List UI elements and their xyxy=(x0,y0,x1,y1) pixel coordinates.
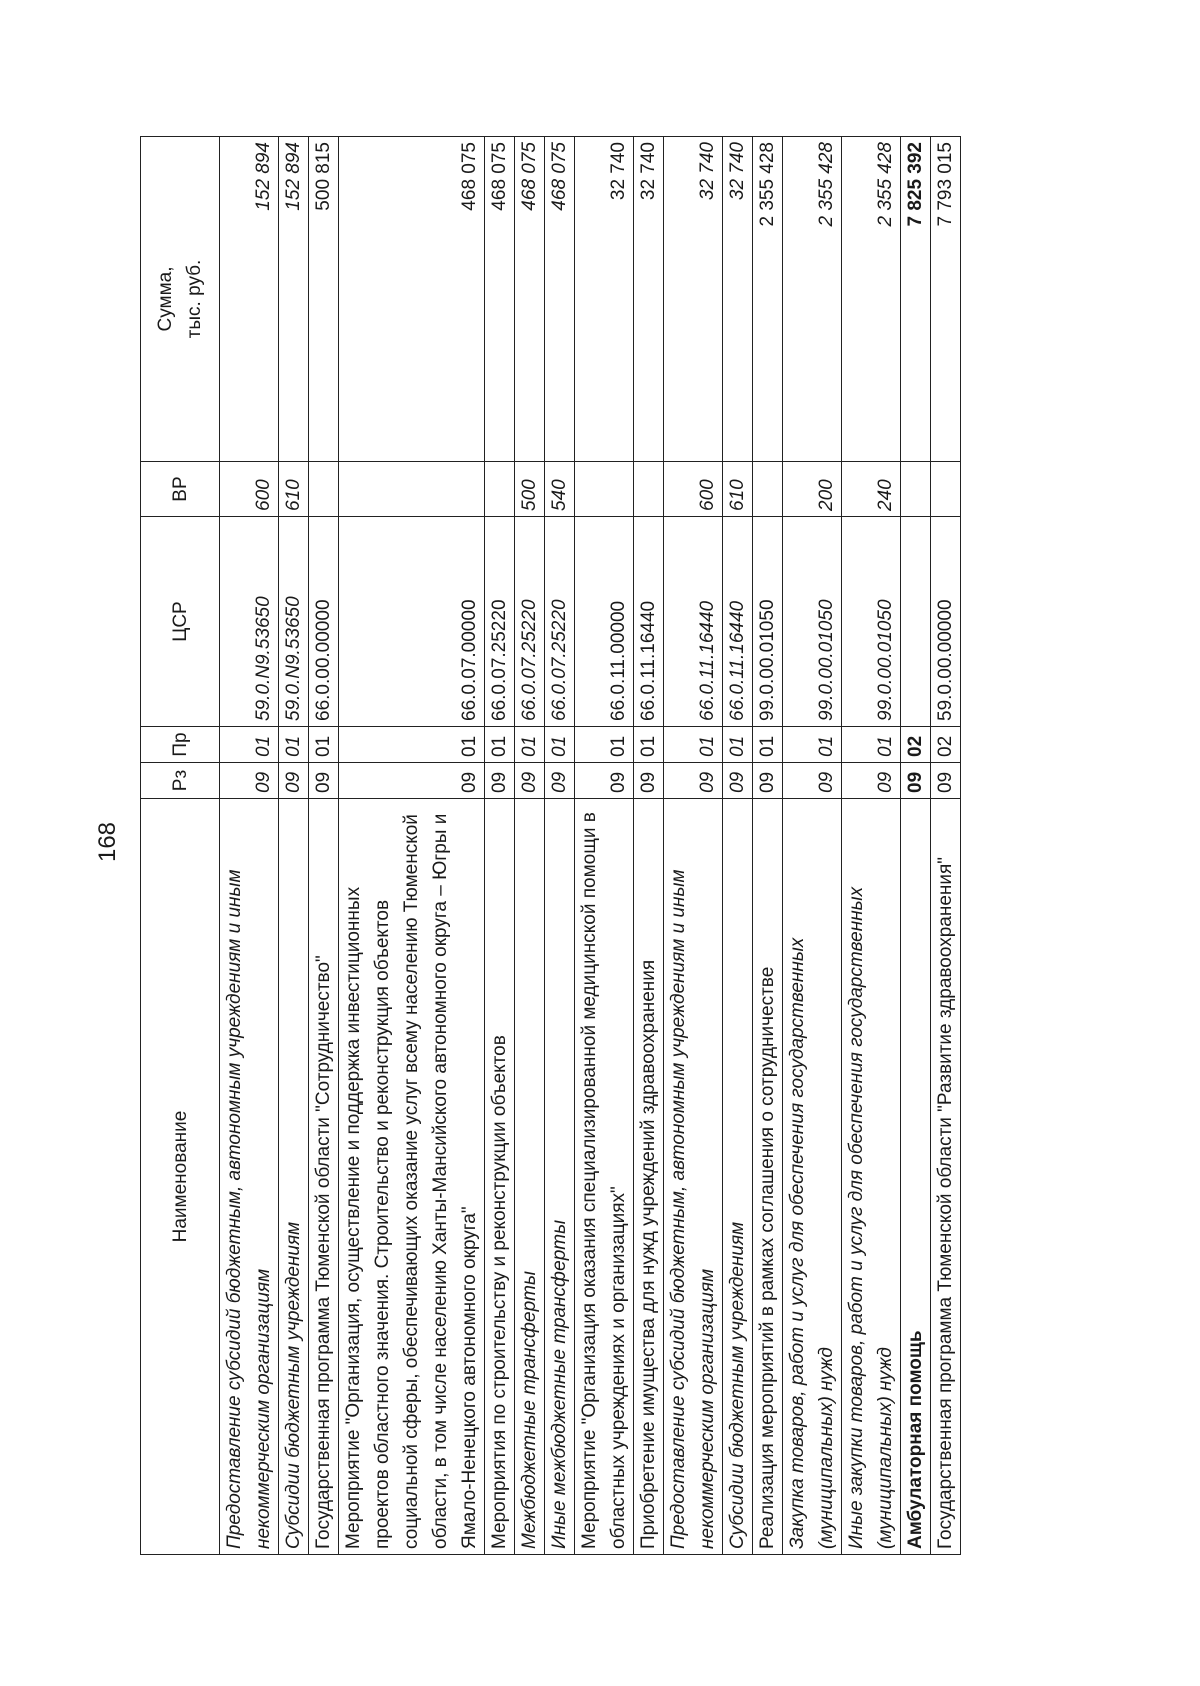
cell-vr: 600 xyxy=(664,462,723,517)
cell-csr: 66.0.11.16440 xyxy=(634,517,664,727)
cell-csr: 99.0.00.01050 xyxy=(753,517,783,727)
cell-name: Приобретение имущества для нужд учреждений здравоохранения xyxy=(634,799,664,1555)
table-row xyxy=(664,137,723,1555)
cell-sum: 500 815 xyxy=(309,137,339,462)
cell-rz: 09 xyxy=(575,763,634,799)
cell-rz: 09 xyxy=(545,763,575,799)
table-row xyxy=(783,137,842,1555)
cell-sum: 32 740 xyxy=(664,137,723,462)
cell-sum: 468 075 xyxy=(485,137,515,462)
table-row xyxy=(309,137,339,1555)
table-row xyxy=(545,137,575,1555)
cell-rz: 09 xyxy=(664,763,723,799)
cell-pr: 02 xyxy=(931,727,961,763)
cell-csr: 59.0.00.00000 xyxy=(931,517,961,727)
cell-name: Закупка товаров, работ и услуг для обеспечения государственных (муниципальных) нужд xyxy=(783,799,842,1555)
cell-name: Государственная программа Тюменской области "Развитие здравоохранения" xyxy=(931,799,961,1555)
cell-csr: 66.0.11.16440 xyxy=(664,517,723,727)
table-row xyxy=(279,137,309,1555)
cell-pr: 01 xyxy=(753,727,783,763)
cell-sum: 468 075 xyxy=(339,137,485,462)
cell-name: Предоставление субсидий бюджетным, автономным учреждениям и иным некоммерческим организациям xyxy=(664,799,723,1555)
cell-vr: 600 xyxy=(220,462,279,517)
cell-csr: 66.0.07.00000 xyxy=(339,517,485,727)
cell-rz: 09 xyxy=(901,763,931,799)
cell-name: Амбулаторная помощь xyxy=(901,799,931,1555)
cell-sum: 152 894 xyxy=(279,137,309,462)
cell-csr: 99.0.00.01050 xyxy=(783,517,842,727)
cell-sum: 7 825 392 xyxy=(901,137,931,462)
cell-vr: 240 xyxy=(842,462,901,517)
budget-table xyxy=(140,136,961,1555)
cell-pr: 01 xyxy=(723,727,753,763)
cell-name: Субсидии бюджетным учреждениям xyxy=(723,799,753,1555)
cell-csr: 66.0.07.25220 xyxy=(545,517,575,727)
header-csr: ЦСР xyxy=(141,517,220,727)
cell-csr: 66.0.11.00000 xyxy=(575,517,634,727)
cell-name: Мероприятие "Организация, осуществление и поддержка инвестиционных проектов областного значения. Строительство и реконструкция объектов социальной сферы, обеспечивающих оказание услуг всему населению Тюменской области, в том числе населению Ханты-Мансийского автономного округа – Югры и Ямало-Ненецкого автономного округа" xyxy=(339,799,485,1555)
cell-csr: 66.0.07.25220 xyxy=(485,517,515,727)
cell-rz: 09 xyxy=(515,763,545,799)
cell-rz: 09 xyxy=(309,763,339,799)
cell-sum: 152 894 xyxy=(220,137,279,462)
cell-vr: 200 xyxy=(783,462,842,517)
cell-rz: 09 xyxy=(842,763,901,799)
cell-rz: 09 xyxy=(753,763,783,799)
cell-sum: 32 740 xyxy=(575,137,634,462)
cell-pr: 01 xyxy=(220,727,279,763)
cell-csr xyxy=(901,517,931,727)
cell-rz: 09 xyxy=(634,763,664,799)
page-number: 168 xyxy=(94,821,122,863)
table-row xyxy=(634,137,664,1555)
table-row xyxy=(842,137,901,1555)
cell-csr: 66.0.00.00000 xyxy=(309,517,339,727)
table-row xyxy=(515,137,545,1555)
cell-csr: 66.0.11.16440 xyxy=(723,517,753,727)
cell-vr xyxy=(339,462,485,517)
cell-vr xyxy=(931,462,961,517)
cell-sum: 32 740 xyxy=(723,137,753,462)
cell-name: Иные закупки товаров, работ и услуг для обеспечения государственных (муниципальных) нужд xyxy=(842,799,901,1555)
cell-vr xyxy=(309,462,339,517)
cell-rz: 09 xyxy=(723,763,753,799)
cell-sum: 468 075 xyxy=(515,137,545,462)
cell-csr: 59.0.N9.53650 xyxy=(279,517,309,727)
cell-vr: 500 xyxy=(515,462,545,517)
cell-vr: 610 xyxy=(279,462,309,517)
header-vr: ВР xyxy=(141,462,220,517)
header-rz: Рз xyxy=(141,763,220,799)
table-row xyxy=(339,137,485,1555)
cell-sum: 32 740 xyxy=(634,137,664,462)
cell-name: Реализация мероприятий в рамках соглашения о сотрудничестве xyxy=(753,799,783,1555)
rotated-table-container xyxy=(140,137,1060,1555)
cell-pr: 01 xyxy=(339,727,485,763)
cell-vr xyxy=(901,462,931,517)
header-name: Наименование xyxy=(141,799,220,1555)
cell-rz: 09 xyxy=(783,763,842,799)
cell-name: Предоставление субсидий бюджетным, автономным учреждениям и иным некоммерческим организациям xyxy=(220,799,279,1555)
cell-rz: 09 xyxy=(931,763,961,799)
table-row xyxy=(753,137,783,1555)
cell-pr: 02 xyxy=(901,727,931,763)
table-row xyxy=(575,137,634,1555)
header-row xyxy=(141,137,220,1555)
cell-vr: 610 xyxy=(723,462,753,517)
cell-pr: 01 xyxy=(575,727,634,763)
cell-name: Межбюджетные трансферты xyxy=(515,799,545,1555)
cell-pr: 01 xyxy=(634,727,664,763)
cell-pr: 01 xyxy=(279,727,309,763)
cell-pr: 01 xyxy=(515,727,545,763)
cell-pr: 01 xyxy=(309,727,339,763)
cell-sum: 2 355 428 xyxy=(842,137,901,462)
cell-name: Субсидии бюджетным учреждениям xyxy=(279,799,309,1555)
table-row xyxy=(931,137,961,1555)
header-sum xyxy=(141,137,220,462)
cell-csr: 59.0.N9.53650 xyxy=(220,517,279,727)
header-sum-line2: тыс. руб. xyxy=(184,259,205,339)
cell-sum: 468 075 xyxy=(545,137,575,462)
cell-rz: 09 xyxy=(485,763,515,799)
cell-name: Мероприятия по строительству и реконструкции объектов xyxy=(485,799,515,1555)
cell-vr xyxy=(753,462,783,517)
cell-pr: 01 xyxy=(842,727,901,763)
header-sum-line1: Сумма, xyxy=(155,266,176,332)
cell-rz: 09 xyxy=(279,763,309,799)
cell-rz: 09 xyxy=(220,763,279,799)
cell-pr: 01 xyxy=(783,727,842,763)
cell-pr: 01 xyxy=(545,727,575,763)
cell-name: Иные межбюджетные трансферты xyxy=(545,799,575,1555)
table-body xyxy=(220,137,961,1555)
cell-vr: 540 xyxy=(545,462,575,517)
cell-rz: 09 xyxy=(339,763,485,799)
table-row xyxy=(723,137,753,1555)
cell-csr: 66.0.07.25220 xyxy=(515,517,545,727)
cell-sum: 2 355 428 xyxy=(783,137,842,462)
table-row xyxy=(901,137,931,1555)
cell-pr: 01 xyxy=(485,727,515,763)
cell-pr: 01 xyxy=(664,727,723,763)
cell-sum: 2 355 428 xyxy=(753,137,783,462)
cell-name: Государственная программа Тюменской области "Сотрудничество" xyxy=(309,799,339,1555)
cell-vr xyxy=(575,462,634,517)
table-row xyxy=(485,137,515,1555)
table-row xyxy=(220,137,279,1555)
cell-sum: 7 793 015 xyxy=(931,137,961,462)
cell-vr xyxy=(634,462,664,517)
cell-csr: 99.0.00.01050 xyxy=(842,517,901,727)
cell-name: Мероприятие "Организация оказания специализированной медицинской помощи в областных учреждениях и организациях" xyxy=(575,799,634,1555)
header-pr: Пр xyxy=(141,727,220,763)
cell-vr xyxy=(485,462,515,517)
